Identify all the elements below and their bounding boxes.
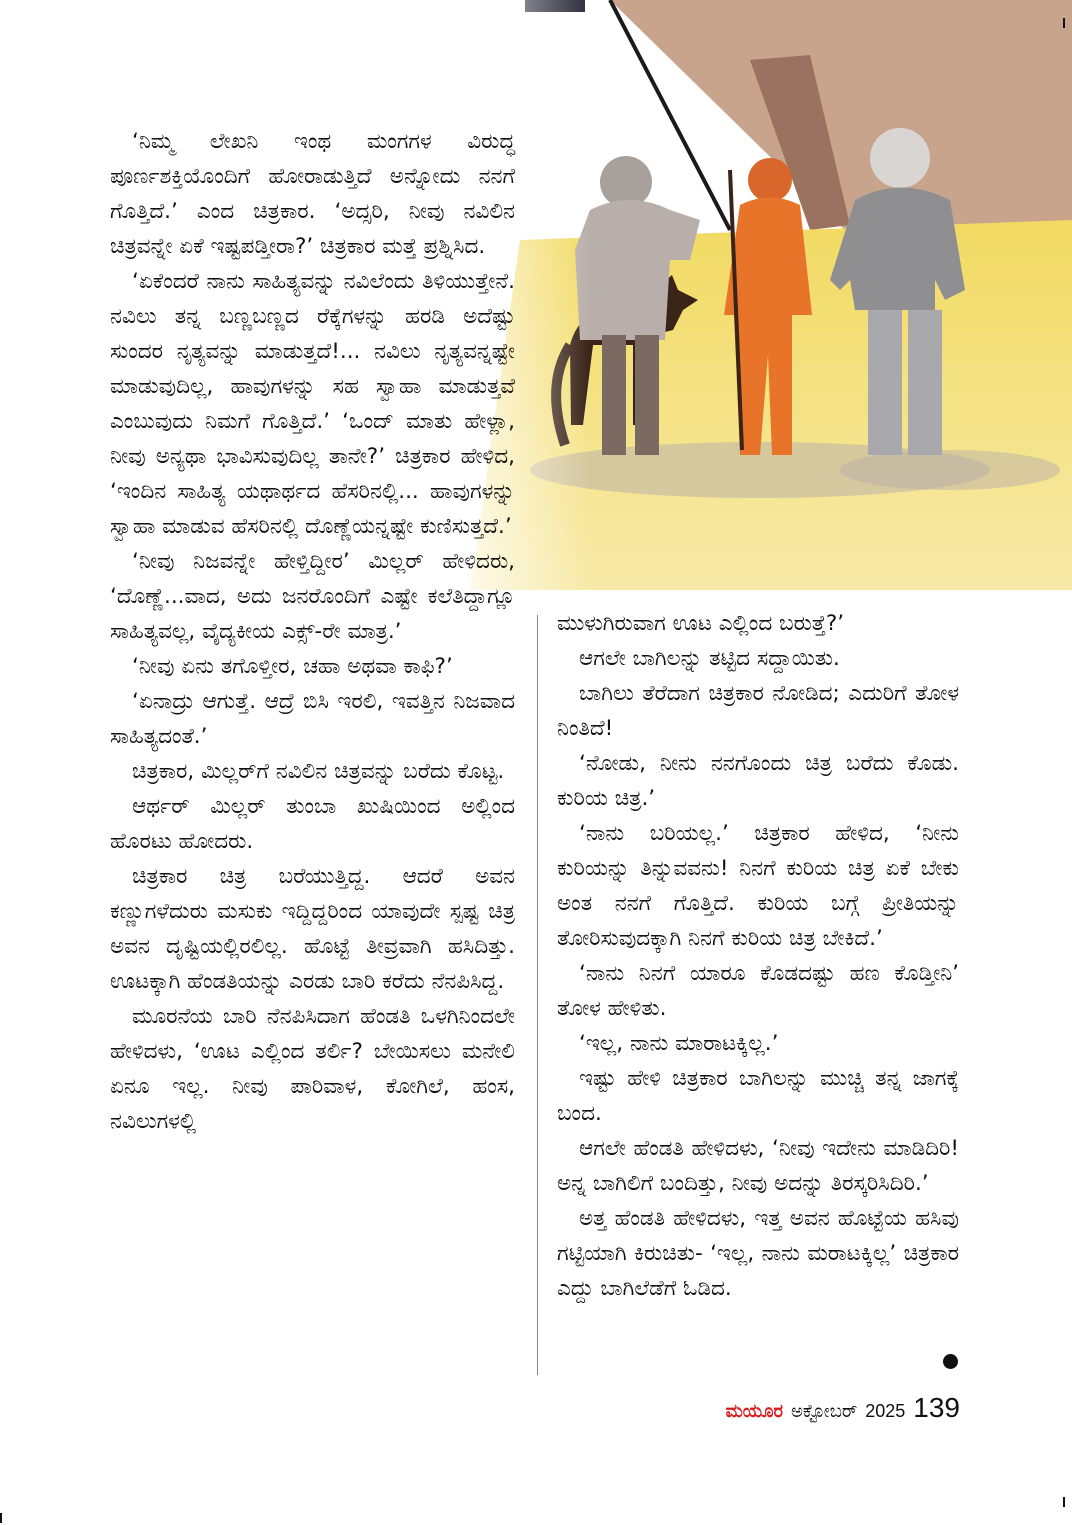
crop-mark xyxy=(1063,18,1065,28)
story-illustration xyxy=(430,0,1072,600)
crop-mark xyxy=(1063,1497,1065,1507)
column-divider xyxy=(537,615,538,1375)
paragraph: ಮುಳುಗಿರುವಾಗ ಊಟ ಎಲ್ಲಿಂದ ಬರುತ್ತೆ?’ xyxy=(557,611,845,636)
left-column xyxy=(110,124,515,1139)
paragraph: ಬಾಗಿಲು ತೆರೆದಾಗ ಚಿತ್ರಕಾರ ನೋಡಿದ; ಎದುರಿಗೆ ತೋಳ ನಿಂತಿದೆ! xyxy=(557,681,959,741)
paragraph: ಚಿತ್ರಕಾರ, ಮಿಲ್ಲರ್‌ಗೆ ನವಿಲಿನ ಚಿತ್ರವನ್ನು ಬರೆದು ಕೊಟ್ಟ. xyxy=(132,759,505,784)
paragraph: ‘ನೀವು ನಿಜವನ್ನೇ ಹೇಳ್ತಿದ್ದೀರ’ ಮಿಲ್ಲರ್ ಹೇಳಿದರು, ‘ದೊಣ್ಣೆ...ವಾದ, ಅದು ಜನರೊಂದಿಗೆ ಎಷ್ಟೇ ಕಲೆತಿದ್ದಾಗ್ಲೂ ಸಾಹಿತ್ಯವಲ್ಲ, ವೈದ್ಯಕೀಯ ಎಕ್ಸ್-ರೇ ಮಾತ್ರ.’ xyxy=(110,549,515,644)
paragraph: ‘ನಿಮ್ಮ ಲೇಖನಿ ಇಂಥ ಮಂಗಗಳ ವಿರುದ್ಧ ಪೂರ್ಣಶಕ್ತಿಯೊಂದಿಗೆ ಹೋರಾಡುತ್ತಿದೆ ಅನ್ನೋದು ನನಗೆ ಗೊತ್ತಿದೆ.’ ಎಂದ ಚಿತ್ರಕಾರ. ‘ಅದ್ಸರಿ, ನೀವು ನವಿಲಿನ ಚಿತ್ರವನ್ನೇ ಏಕೆ ಇಷ್ಟಪಡ್ತೀರಾ?’ ಚಿತ್ರಕಾರ ಮತ್ತೆ ಪ್ರಶ್ನಿಸಿದ. xyxy=(110,129,515,259)
right-column xyxy=(557,606,959,1306)
end-of-story-bullet xyxy=(943,1354,958,1369)
paragraph: ಚಿತ್ರಕಾರ ಚಿತ್ರ ಬರೆಯುತ್ತಿದ್ದ. ಆದರೆ ಅವನ ಕಣ್ಣುಗಳೆದುರು ಮಸುಕು ಇದ್ದಿದ್ದರಿಂದ ಯಾವುದೇ ಸ್ಪಷ್ಟ ಚಿತ್ರ ಅವನ ದೃಷ್ಟಿಯಲ್ಲಿರಲಿಲ್ಲ. ಹೊಟ್ಟೆ ತೀವ್ರವಾಗಿ ಹಸಿದಿತ್ತು. ಊಟಕ್ಕಾಗಿ ಹೆಂಡತಿಯನ್ನು ಎರಡು ಬಾರಿ ಕರೆದು ನೆನಪಿಸಿದ್ದ. xyxy=(110,864,515,994)
paragraph: ‘ಇಲ್ಲ, ನಾನು ಮಾರಾಟಕ್ಕಿಲ್ಲ.’ xyxy=(579,1031,779,1056)
paragraph: ‘ನೀವು ಏನು ತಗೊಳ್ತೀರ, ಚಹಾ ಅಥವಾ ಕಾಫಿ?’ xyxy=(132,654,453,679)
page-number: 139 xyxy=(913,1392,960,1423)
paragraph: ಆಗಲೇ ಹೆಂಡತಿ ಹೇಳಿದಳು, ‘ನೀವು ಇದೇನು ಮಾಡಿದಿರಿ! ಅನ್ನ ಬಾಗಿಲಿಗೆ ಬಂದಿತ್ತು, ನೀವು ಅದನ್ನು ತಿರಸ್ಕರಿಸಿದಿರಿ.’ xyxy=(557,1136,959,1196)
paragraph: ಅತ್ತ ಹೆಂಡತಿ ಹೇಳಿದಳು, ಇತ್ತ ಅವನ ಹೊಟ್ಟೆಯ ಹಸಿವು ಗಟ್ಟಿಯಾಗಿ ಕಿರುಚಿತು- ‘ಇಲ್ಲ, ನಾನು ಮರಾಟಕ್ಕಿಲ್ಲ’ ಚಿತ್ರಕಾರ ಎದ್ದು ಬಾಗಿಲೆಡೆಗೆ ಓಡಿದ. xyxy=(557,1206,959,1301)
paragraph: ಆರ್ಥರ್ ಮಿಲ್ಲರ್ ತುಂಬಾ ಖುಷಿಯಿಂದ ಅಲ್ಲಿಂದ ಹೊರಟು ಹೋದರು. xyxy=(110,794,515,854)
paragraph: ‘ನಾನು ನಿನಗೆ ಯಾರೂ ಕೊಡದಷ್ಟು ಹಣ ಕೊಡ್ತೀನಿ’ ತೋಳ ಹೇಳಿತು. xyxy=(557,961,959,1021)
paragraph: ‘ನೋಡು, ನೀನು ನನಗೊಂದು ಚಿತ್ರ ಬರೆದು ಕೊಡು. ಕುರಿಯ ಚಿತ್ರ.’ xyxy=(557,751,959,811)
paragraph: ಆಗಲೇ ಬಾಗಿಲನ್ನು ತಟ್ಟಿದ ಸದ್ದಾಯಿತು. xyxy=(579,646,840,671)
issue-month: ಅಕ್ಟೋಬರ್ xyxy=(791,1401,858,1421)
crop-mark xyxy=(0,1513,2,1523)
paragraph: ‘ನಾನು ಬರಿಯಲ್ಲ.’ ಚಿತ್ರಕಾರ ಹೇಳಿದ, ‘ನೀನು ಕುರಿಯನ್ನು ತಿನ್ನುವವನು! ನಿನಗೆ ಕುರಿಯ ಚಿತ್ರ ಏಕೆ ಬೇಕು ಅಂತ ನನಗೆ ಗೊತ್ತಿದೆ. ಕುರಿಯ ಬಗ್ಗೆ ಪ್ರೀತಿಯನ್ನು ತೋರಿಸುವುದಕ್ಕಾಗಿ ನಿನಗೆ ಕುರಿಯ ಚಿತ್ರ ಬೇಕಿದೆ.’ xyxy=(557,821,959,951)
paragraph: ‘ಏನಾದ್ರು ಆಗುತ್ತೆ. ಆದ್ರೆ ಬಿಸಿ ಇರಲಿ, ಇವತ್ತಿನ ನಿಜವಾದ ಸಾಹಿತ್ಯದಂತೆ.’ xyxy=(110,689,515,749)
paragraph: ಮೂರನೆಯ ಬಾರಿ ನೆನಪಿಸಿದಾಗ ಹೆಂಡತಿ ಒಳಗಿನಿಂದಲೇ ಹೇಳಿದಳು, ‘ಊಟ ಎಲ್ಲಿಂದ ತರ್ಲಿ? ಬೇಯಿಸಲು ಮನೇಲಿ ಏನೂ ಇಲ್ಲ. ನೀವು ಪಾರಿವಾಳ, ಕೋಗಿಲೆ, ಹಂಸ, ನವಿಲುಗಳಲ್ಲಿ xyxy=(110,1004,515,1134)
page-footer xyxy=(726,1392,960,1426)
paragraph: ‘ಏಕೆಂದರೆ ನಾನು ಸಾಹಿತ್ಯವನ್ನು ನವಿಲೆಂದು ತಿಳಿಯುತ್ತೇನೆ. ನವಿಲು ತನ್ನ ಬಣ್ಣಬಣ್ಣದ ರೆಕ್ಕೆಗಳನ್ನು ಹರಡಿ ಅದೆಷ್ಟು ಸುಂದರ ನೃತ್ಯವನ್ನು ಮಾಡುತ್ತದೆ!... ನವಿಲು ನೃತ್ಯವನ್ನಷ್ಟೇ ಮಾಡುವುದಿಲ್ಲ, ಹಾವುಗಳನ್ನು ಸಹ ಸ್ವಾಹಾ ಮಾಡುತ್ತವೆ ಎಂಬುವುದು ನಿಮಗೆ ಗೊತ್ತಿದೆ.’ ‘ಒಂದ್ ಮಾತು ಹೇಳ್ಲಾ, ನೀವು ಅನ್ಯಥಾ ಭಾವಿಸುವುದಿಲ್ಲ ತಾನೇ?’ ಚಿತ್ರಕಾರ ಹೇಳಿದ, ‘ಇಂದಿನ ಸಾಹಿತ್ಯ ಯಥಾರ್ಥದ ಹೆಸರಿನಲ್ಲಿ... ಹಾವುಗಳನ್ನು ಸ್ವಾಹಾ ಮಾಡುವ ಹೆಸರಿನಲ್ಲಿ ದೊಣ್ಣೆಯನ್ನಷ್ಟೇ ಕುಣಿಸುತ್ತದೆ.’ xyxy=(110,269,515,539)
magazine-name: ಮಯೂರ xyxy=(725,1401,784,1421)
paragraph: ಇಷ್ಟು ಹೇಳಿ ಚಿತ್ರಕಾರ ಬಾಗಿಲನ್ನು ಮುಚ್ಚಿ ತನ್ನ ಜಾಗಕ್ಕೆ ಬಂದ. xyxy=(557,1066,959,1126)
issue-year: 2025 xyxy=(865,1401,906,1421)
